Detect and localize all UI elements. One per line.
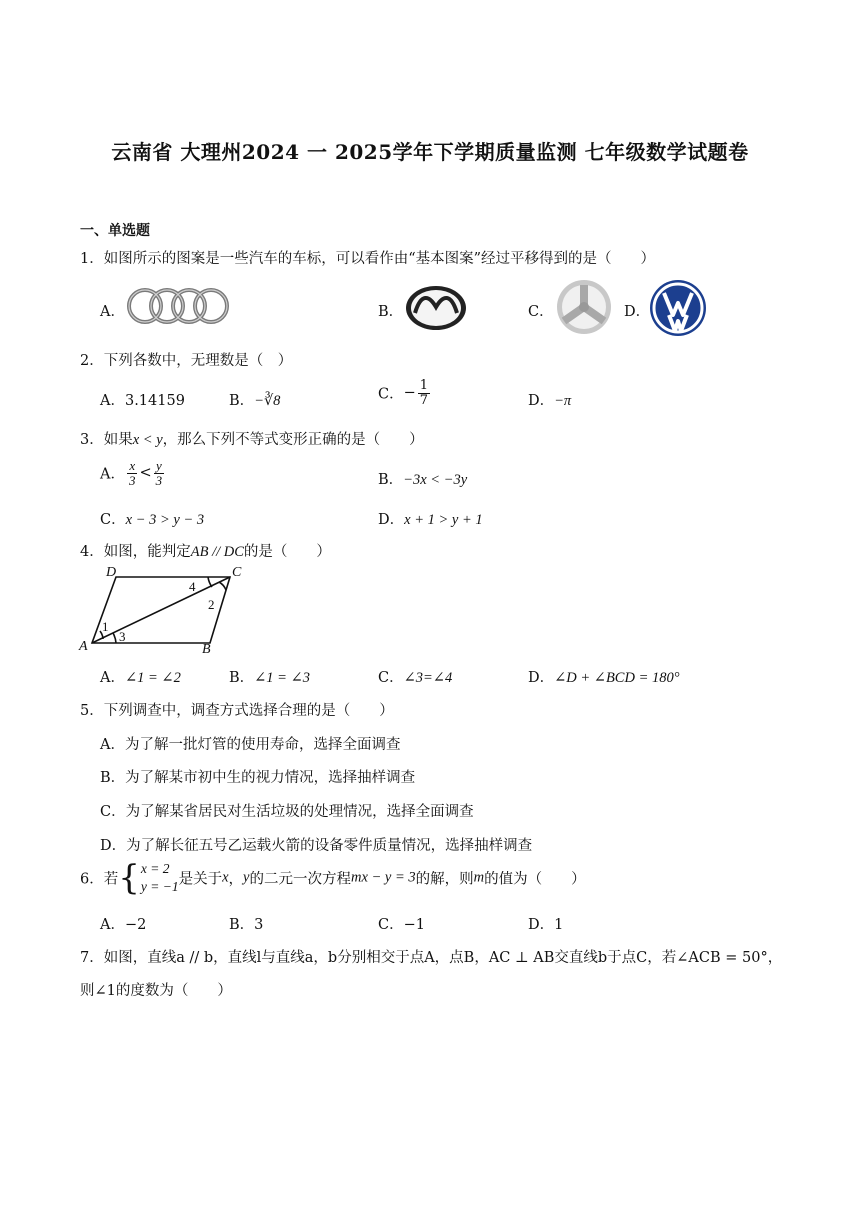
q6-stem-pre: 6．若 (80, 871, 119, 888)
vertex-a-label: A (79, 639, 88, 654)
q3-a-numerator-x: x (127, 459, 138, 474)
q3-option-d-label: D． (378, 512, 405, 528)
q6-stem-mid3: 的解，则 (415, 871, 474, 888)
audi-rings-logo (125, 286, 231, 326)
q1-option-b: B． (378, 304, 404, 320)
angle-2-label: 2 (208, 597, 215, 612)
page-title: 云南省 大理州2024 一 2025学年下学期质量监测 七年级数学试题卷 (111, 140, 749, 164)
q4-stem-pre: 4．如图，能判定 (80, 544, 191, 560)
q2-option-c (378, 379, 432, 407)
question-3-stem (80, 428, 424, 449)
q2-option-b-math: −∛8 (254, 393, 281, 409)
q3-option-c (100, 508, 204, 529)
q6-option-d: D．1 (528, 917, 564, 933)
q4-option-c (378, 666, 452, 687)
q3-option-b-label: B． (378, 472, 404, 488)
q6-stem-mid2: 的二元一次方程 (249, 871, 351, 888)
q4-option-c-math: ∠3=∠4 (403, 670, 453, 686)
q5-option-a: A．为了解一批灯管的使用寿命，选择全面调查 (100, 737, 401, 753)
q3-a-denominator-y: 3 (155, 472, 163, 488)
q1-option-c: C． (528, 304, 554, 320)
q2-option-c-fraction (418, 379, 430, 407)
q4-option-a-label: A． (100, 670, 125, 686)
q3-a-numerator-y: y (154, 459, 165, 474)
parallelogram-figure (76, 563, 252, 655)
q4-option-b (229, 666, 310, 687)
q6-stem-mid1: 是关于 (178, 871, 223, 888)
q2-option-d-label: D． (528, 393, 555, 409)
mazda-logo (403, 283, 469, 333)
q6-var-m: m (473, 869, 485, 886)
q4-option-c-label: C． (378, 670, 404, 686)
system-line-1: x = 2 (140, 861, 170, 876)
q4-option-a (100, 666, 181, 687)
angle-4-label: 4 (189, 579, 196, 594)
q2-option-c-neg: − (403, 385, 416, 402)
q4-option-b-label: B． (229, 670, 255, 686)
angle-1-label: 1 (102, 619, 109, 634)
q6-comma: ， (228, 871, 244, 888)
question-6-stem (80, 858, 586, 899)
q2-c-denominator: 7 (419, 392, 429, 408)
q2-option-a: A．3.14159 (100, 393, 185, 409)
q2-option-c-label: C． (378, 386, 404, 403)
system-brace-icon: { (118, 858, 140, 899)
question-4-stem (80, 540, 331, 561)
vertex-d-label: D (106, 565, 117, 580)
q2-option-b-label: B． (229, 393, 255, 409)
q3-option-b (378, 468, 467, 489)
vertex-c-label: C (232, 565, 242, 580)
vertex-b-label: B (202, 642, 211, 655)
q5-option-d: D．为了解长征五号乙运载火箭的设备零件质量情况，选择抽样调查 (100, 838, 533, 854)
section-heading: 一、单选题 (80, 223, 150, 239)
q3-option-a (100, 459, 166, 487)
q2-option-d-math: −π (554, 393, 572, 409)
question-5-stem: 5．下列调查中，调查方式选择合理的是（ ） (80, 703, 394, 719)
volkswagen-logo (649, 279, 707, 337)
q4-option-d (528, 666, 680, 687)
q2-option-b (229, 389, 280, 410)
q2-option-d (528, 389, 571, 410)
question-1-stem: 1．如图所示的图案是一些汽车的车标，可以看作由“基本图案”经过平移得到的是（ ） (80, 251, 656, 267)
q1-option-d: D． (624, 304, 651, 320)
q3-a-denominator-x: 3 (128, 472, 136, 488)
q3-option-c-math: x − 3 > y − 3 (125, 512, 205, 528)
q1-option-a: A． (100, 304, 125, 320)
wheel-logo (555, 278, 613, 336)
q3-stem-pre: 3．如果 (80, 432, 133, 448)
q6-var-y: y (243, 869, 250, 886)
q4-option-a-math: ∠1 = ∠2 (124, 670, 181, 686)
angle-3-label: 3 (119, 629, 126, 644)
q3-option-d-math: x + 1 > y + 1 (404, 512, 483, 528)
q6-option-a: A．−2 (100, 917, 147, 933)
q6-option-c: C．−1 (378, 917, 425, 933)
q4-stem-post: 的是（ ） (243, 544, 331, 560)
q3-stem-post: ，那么下列不等式变形正确的是（ ） (162, 432, 424, 448)
question-7-line-1: 7．如图，直线a // b，直线l与直线a，b分别相交于点A，点B，AC ⊥ AB交直线b于点C，若∠ACB = 50°， (80, 950, 783, 966)
q5-option-c: C．为了解某省居民对生活垃圾的处理情况，选择全面调查 (100, 804, 474, 820)
q6-var-x: x (222, 869, 229, 886)
question-2-stem: 2．下列各数中，无理数是（ ） (80, 353, 293, 369)
q6-stem-post: 的值为（ ） (484, 871, 586, 888)
q3-option-d (378, 508, 483, 529)
q6-option-b: B．3 (229, 917, 264, 933)
q3-a-lessthan: < (139, 465, 152, 482)
q6-equation: mx − y = 3 (350, 869, 416, 886)
q5-option-b: B．为了解某市初中生的视力情况，选择抽样调查 (100, 770, 416, 786)
question-7-line-2: 则∠1的度数为（ ） (80, 983, 232, 999)
q3-stem-math: x < y (132, 432, 163, 448)
q3-option-c-label: C． (100, 512, 126, 528)
q3-a-fraction-y (154, 459, 165, 487)
q4-option-b-math: ∠1 = ∠3 (254, 670, 310, 686)
q4-option-d-math: ∠D + ∠BCD = 180° (554, 670, 680, 686)
equation-system (141, 860, 179, 896)
q3-option-a-label: A． (100, 466, 125, 483)
q3-a-fraction-x (127, 459, 138, 487)
q4-option-d-label: D． (528, 670, 555, 686)
q4-stem-math: AB // DC (190, 544, 244, 560)
q2-c-numerator: 1 (419, 378, 429, 393)
q3-option-b-math: −3x < −3y (403, 472, 468, 488)
system-line-2: y = −1 (140, 879, 179, 895)
